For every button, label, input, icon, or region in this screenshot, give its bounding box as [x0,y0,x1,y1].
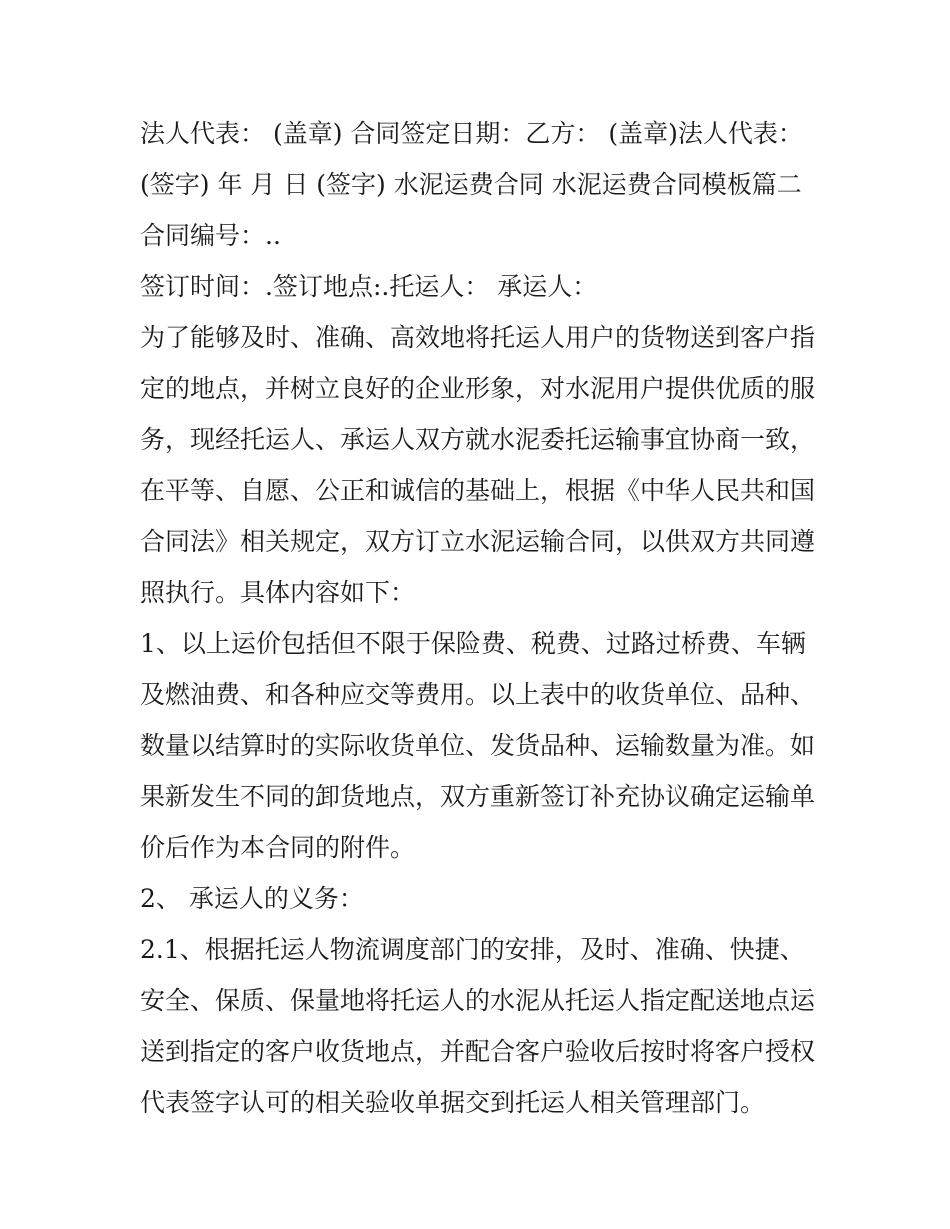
text-line: 定的地点，并树立良好的企业形象，对水泥用户提供优质的服 [140,374,816,403]
text-line: 2.1、根据托运人物流调度部门的安排，及时、准确、快捷、 [140,935,805,964]
text-line: 数量以结算时的实际收货单位、发货品种、运输数量为准。如 [140,731,816,760]
text-line: 合同法》相关规定，双方订立水泥运输合同，以供双方共同遵 [140,527,816,556]
text-line: 务，现经托运人、承运人双方就水泥委托运输事宜协商一致， [140,425,816,454]
text-line: (签字) 年 月 日 (签字) 水泥运费合同 水泥运费合同模板篇二 [140,170,802,199]
text-line: 合同编号：.. [140,221,281,250]
text-line: 在平等、自愿、公正和诚信的基础上，根据《中华人民共和国 [140,476,816,505]
text-line: 签订时间：.签订地点:.托运人： 承运人： [140,272,598,301]
text-line: 法人代表： (盖章) 合同签定日期：乙方： (盖章)法人代表： [140,119,803,148]
text-line: 1、以上运价包括但不限于保险费、税费、过路过桥费、车辆 [140,629,806,658]
text-line: 安全、保质、保量地将托运人的水泥从托运人指定配送地点运 [140,986,816,1015]
text-line: 价后作为本合同的附件。 [140,833,416,862]
text-line: 为了能够及时、准确、高效地将托运人用户的货物送到客户指 [140,323,816,352]
text-line: 送到指定的客户收货地点，并配合客户验收后按时将客户授权 [140,1037,816,1066]
text-line: 代表签字认可的相关验收单据交到托运人相关管理部门。 [140,1088,766,1117]
contract-text [140,108,820,1128]
text-line: 2、 承运人的义务： [140,884,364,913]
text-line: 及燃油费、和各种应交等费用。以上表中的收货单位、品种、 [140,680,816,709]
text-line: 果新发生不同的卸货地点，双方重新签订补充协议确定运输单 [140,782,816,811]
text-line: 照执行。具体内容如下： [140,578,416,607]
